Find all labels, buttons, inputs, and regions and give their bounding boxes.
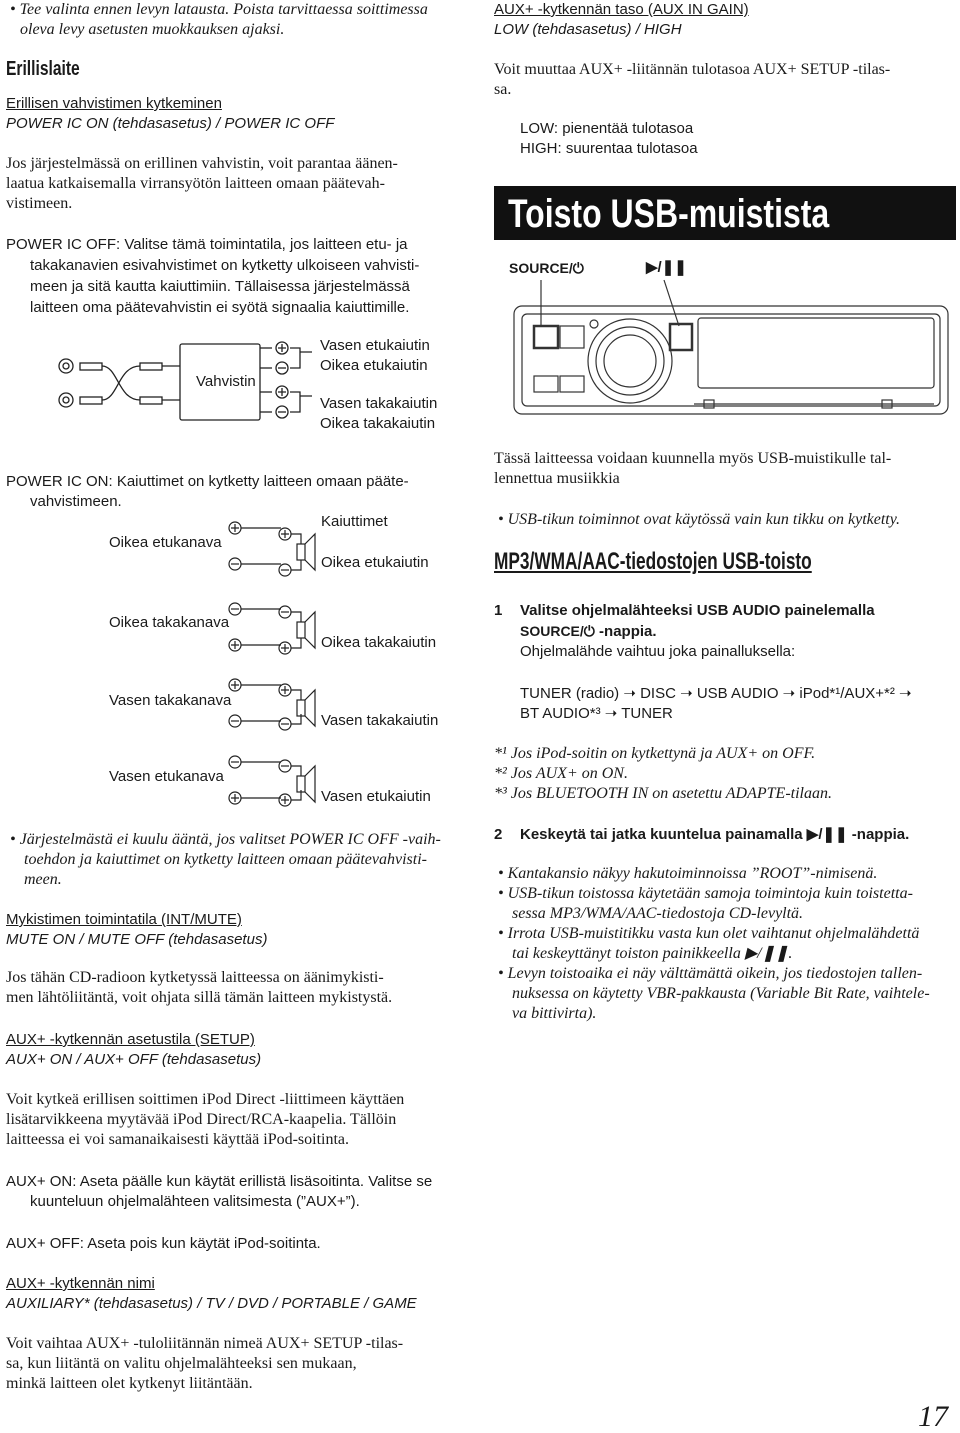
body-line: sa. (494, 81, 512, 98)
aux-name-title: AUX+ -kytkennän nimi (6, 1275, 155, 1292)
speaker-label: Vasen etukaiutin (320, 337, 430, 354)
body-line: vistimeen. (6, 195, 73, 212)
aux-setup-title: AUX+ -kytkennän asetustila (SETUP) (6, 1031, 255, 1048)
speakers-diagram (100, 508, 480, 808)
source-button-label: SOURCE/⏻ (509, 260, 584, 276)
aux-setup-section (6, 1030, 261, 1070)
sub-values: POWER IC ON (tehdasasetus) / POWER IC OFF (6, 115, 335, 132)
note-line: Järjestelmästä ei kuulu ääntä, jos valitset POWER IC OFF -vaih- (19, 831, 441, 848)
erillislaite-heading: Erillislaite (6, 58, 80, 80)
head-unit-svg (494, 254, 956, 422)
body-line: minkä laitteen olet kytkenyt liitäntään. (6, 1375, 253, 1392)
bullet-line: va bittivirta). (512, 1005, 597, 1022)
mute-section (6, 910, 267, 950)
mute-values: MUTE ON / MUTE OFF (tehdasasetus) (6, 931, 268, 948)
bullet-line: USB-tikun toistossa käytetään samoja toimintoja kuin toistetta- (507, 885, 913, 902)
body-line: Voit muuttaa AUX+ -liitännän tulotasoa AUX+ SETUP -tilas- (494, 61, 891, 78)
aux-on-text (6, 1172, 432, 1212)
body-line: sa, kun liitäntä on valitu ohjelmalähteeksi sen mukaan, (6, 1355, 357, 1372)
channel-label: Oikea etukanava (109, 534, 222, 551)
page-number: 17 (918, 1400, 948, 1433)
bullet-line: Levyn toistoaika ei näy välttämättä oikein, jos tiedostojen tallen- (507, 965, 923, 982)
source-sequence: BT AUDIO*³ ➝ TUNER (520, 705, 673, 722)
aux-gain-section (494, 0, 749, 40)
step-1-line: Valitse ohjelmalähteeksi USB AUDIO painelemalla (520, 602, 875, 619)
body-line: laitteessa ei voi samanaikaisesti käyttää iPod-soitinta. (6, 1131, 350, 1148)
play-pause-label: ▶/❚❚ (646, 259, 687, 276)
note-line: meen. (24, 871, 62, 888)
gain-high: HIGH: suurentaa tulotasoa (520, 140, 698, 157)
intro-note: • Tee valinta ennen levyn latausta. Poista tarvittaessa soittimessa oleva levy asetusten muokkauksen ajaksi. (6, 0, 476, 40)
usb-bullets: • Kantakansio näkyy hakutoiminnoissa ”ROOT”-nimisenä. • USB-tikun toistossa käytetään samoja toimintoja kuin toistetta- sessa MP3/WMA/AAC-tiedostoja CD-levyltä. • Irrota USB-muistitikku vasta kun olet vaihtanut ohjelmalähdettä tai keskeyttänyt toiston painikkeella ▶/❚❚. • Levyn toistoaika ei näy välttämättä oikein, jos tiedostojen tallen- nuksessa on käytetty VBR-pakkausta (Variable Bit Rate, vaihtele- va bittivirta). (494, 864, 956, 1024)
power-ic-on-text (6, 472, 409, 512)
mp3-heading: MP3/WMA/AAC-tiedostojen USB-toisto (494, 548, 812, 575)
channel-label: Vasen takakanava (109, 692, 232, 709)
aux-off-text: AUX+ OFF: Aseta pois kun käytät iPod-soitinta. (6, 1235, 321, 1252)
speakers-heading: Kaiuttimet (321, 513, 388, 530)
bullet-line: tai keskeyttänyt toiston painikkeella ▶/❚❚. (512, 945, 793, 962)
sub-title: Erillisen vahvistimen kytkeminen (6, 95, 222, 112)
source-button-ref: SOURCE/⏻ (520, 623, 595, 639)
source-sequence: TUNER (radio) ➝ DISC ➝ USB AUDIO ➝ iPod*¹/AUX+*² ➝ (520, 685, 912, 702)
bullet-line: sessa MP3/WMA/AAC-tiedostoja CD-levyltä. (512, 905, 804, 922)
amplifier-diagram (0, 330, 470, 440)
on-line: POWER IC ON: Kaiuttimet on kytketty laitteen omaan pääte- (6, 473, 409, 490)
speaker-label: Oikea takakaiutin (321, 634, 437, 651)
aux-gain-body (494, 60, 890, 100)
step-2-number: 2 (494, 826, 503, 843)
step-1-number: 1 (494, 602, 503, 619)
speaker-wiring-svg (100, 508, 480, 808)
aux-name-section (6, 1274, 417, 1314)
usb-line: lennettua musiikkia (494, 470, 620, 487)
no-sound-note: • Järjestelmästä ei kuulu ääntä, jos valitset POWER IC OFF -vaih- toehdon ja kaiuttimet on kytketty laitteen omaan päätevahvisti- meen. (6, 830, 476, 890)
mute-body (6, 968, 392, 1008)
intro-line-1: Tee valinta ennen levyn latausta. Poista tarvittaessa soittimessa (19, 1, 428, 18)
bullet-line: nuksessa on käytetty VBR-pakkausta (Variable Bit Rate, vaihtele- (512, 985, 930, 1002)
body-line: lisätarvikkeena myytävää iPod Direct/RCA-kaapelia. Tällöin (6, 1111, 397, 1128)
off-line: laitteen oma päätevahvistin ei syötä signaalia kaiuttimille. (30, 299, 410, 316)
aux-gain-title: AUX+ -kytkennän taso (AUX IN GAIN) (494, 1, 749, 18)
power-ic-off-text (6, 234, 419, 318)
footnote: *¹ Jos iPod-soitin on kytkettynä ja AUX+ on OFF. (494, 745, 816, 762)
off-line: POWER IC OFF: Valitse tämä toimintatila, jos laitteen etu- ja (6, 236, 408, 253)
note-line: toehdon ja kaiuttimet on kytketty laitteen omaan päätevahvisti- (24, 851, 427, 868)
mute-title: Mykistimen toimintatila (INT/MUTE) (6, 911, 242, 928)
channel-label: Oikea takakanava (109, 614, 230, 631)
usb-note: • USB-tikun toiminnot ovat käytössä vain kun tikku on kytketty. (498, 511, 900, 528)
aux-name-body (6, 1334, 403, 1394)
bullet-line: Kantakansio näkyy hakutoiminnoissa ”ROOT”-nimisenä. (507, 865, 878, 882)
body-line: Voit kytkeä erillisen soittimen iPod Direct -liittimeen käyttäen (6, 1091, 405, 1108)
body-line: Jos tähän CD-radioon kytketyssä laitteessa on äänimykisti- (6, 969, 384, 986)
step-2-text: Keskeytä tai jatka kuuntelua painamalla ▶/❚❚ -nappia. (520, 826, 910, 843)
speaker-label: Oikea etukaiutin (320, 357, 428, 374)
speaker-label: Vasen takakaiutin (320, 395, 438, 412)
device-illustration (494, 254, 956, 422)
footnote: *³ Jos BLUETOOTH IN on asetettu ADAPTE-tilaan. (494, 785, 832, 802)
usb-line: Tässä laitteessa voidaan kuunnella myös USB-muistikulle tal- (494, 450, 892, 467)
body-line: Voit vaihtaa AUX+ -tuloliitännän nimeä AUX+ SETUP -tilas- (6, 1335, 404, 1352)
aux-on-line: kuunteluun ohjelmalähteen valitsimesta (”AUX+”). (30, 1193, 360, 1210)
footnote: *² Jos AUX+ on ON. (494, 765, 628, 782)
body-line: Jos järjestelmässä on erillinen vahvistin, voit parantaa äänen- (6, 155, 398, 172)
gain-low: LOW: pienentää tulotasoa (520, 120, 694, 137)
aux-gain-values: LOW (tehdasasetus) / HIGH (494, 21, 682, 38)
footnotes (494, 744, 832, 804)
aux-setup-body (6, 1090, 404, 1150)
aux-on-line: AUX+ ON: Aseta päälle kun käytät erillistä lisäsoitinta. Valitse se (6, 1173, 433, 1190)
aux-gain-options (520, 119, 698, 159)
speaker-label: Vasen takakaiutin (321, 712, 439, 729)
usb-banner-title: Toisto USB-muistista (508, 192, 830, 236)
step-1-line: Ohjelmalähde vaihtuu joka painalluksella: (520, 643, 796, 660)
speaker-label: Vasen etukaiutin (321, 788, 431, 805)
speaker-label: Oikea takakaiutin (320, 415, 436, 432)
amplifier-label: Vahvistin (196, 373, 256, 390)
step-1-line-tail: -nappia. (599, 623, 657, 640)
usb-note-text: USB-tikun toiminnot ovat käytössä vain kun tikku on kytketty. (507, 511, 900, 528)
amp-speaker-labels (320, 336, 437, 434)
speaker-label: Oikea etukaiutin (321, 554, 429, 571)
intro-line-2: oleva levy asetusten muokkauksen ajaksi. (20, 21, 285, 38)
off-line: meen ja sitä kautta kaiuttimiin. Tällaisessa järjestelmässä (30, 278, 410, 295)
body-line: men lähtöliitäntä, voit ohjata sillä tämän laitteen mykistystä. (6, 989, 393, 1006)
aux-setup-values: AUX+ ON / AUX+ OFF (tehdasasetus) (6, 1051, 262, 1068)
body-line: laatua katkaisemalla virransyötön laitteen omaan päätevah- (6, 175, 385, 192)
erillislaite-subsection (6, 94, 334, 134)
aux-name-values: AUXILIARY* (tehdasasetus) / TV / DVD / PORTABLE / GAME (6, 1295, 417, 1312)
usb-banner (494, 186, 956, 240)
channel-label: Vasen etukanava (109, 768, 224, 785)
usb-intro (494, 449, 891, 489)
erillislaite-body (6, 154, 398, 214)
bullet-line: Irrota USB-muistitikku vasta kun olet vaihtanut ohjelmalähdettä (507, 925, 920, 942)
off-line: takakanavien esivahvistimet on kytketty ulkoiseen vahvisti- (30, 257, 420, 274)
on-line: vahvistimeen. (30, 493, 122, 510)
